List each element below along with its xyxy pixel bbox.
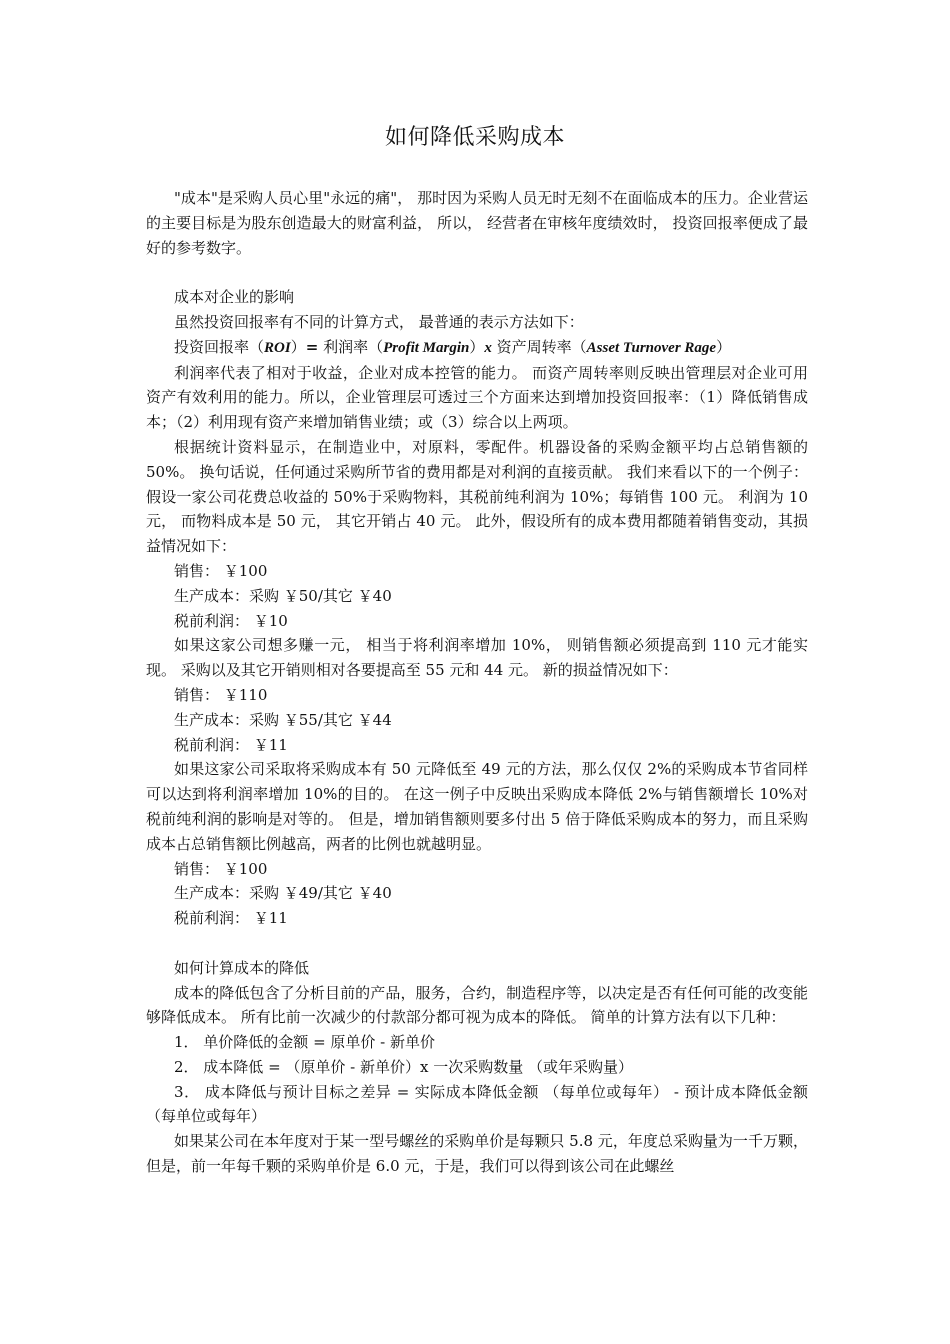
document-body [146,186,808,1179]
formula-item-2: 2． 成本降低 = （原单价 - 新单价）x 一次采购数量 （或年采购量） [174,1057,634,1076]
paragraph-screw-example: 如果某公司在本年度对于某一型号螺丝的采购单价是每颗只 5.8 元，年度总采购量为一千万颗， 但是，前一年每千颗的采购单价是 6.0 元，于是，我们可以得到该公司在此螺丝 [146,1132,808,1176]
section-heading-cost-impact: 成本对企业的影响 [174,288,295,307]
example-3-sales: 销售： ￥100 [174,859,268,878]
formula-item-1: 1． 单价降低的金额 = 原单价 - 新单价 [174,1033,436,1052]
example-3-pretax-profit: 税前利润： ￥11 [174,909,288,928]
formula-item-3: 3． 成本降低与预计目标之差异 = 实际成本降低金额 （每单位或每年） - 预计成本降低金额 （每单位或每年） [146,1082,808,1126]
paragraph-statistics: 根据统计资料显示，在制造业中，对原料，零配件。机器设备的采购金额平均占总销售额的 50%。 换句话说，任何通过采购所节省的费用都是对利润的直接贡献。 我们来看以下的一个例子：假设一家公司花费总收益的 50%于采购物料，其税前纯利润为 10%；每销售 100 元。 利润为 10 元， 而物料成本是 50 元， 其它开销占 40 元。 此外，假设所有的成本费用都随着销售变动，其损益情况如下： [146,437,808,556]
paragraph-increase-sales: 如果这家公司想多赚一元， 相当于将利润率增加 10%， 则销售额必须提高到 110 元才能实现。 采购以及其它开销则相对各要提高至 55 元和 44 元。 新的损益情况如下： [146,636,808,680]
example-2-production-cost: 生产成本：采购 ￥55/其它 ￥44 [174,710,392,729]
example-1-sales: 销售： ￥100 [174,561,268,580]
paragraph-intro: "成本"是采购人员心里"永远的痛"， 那时因为采购人员无时无刻不在面临成本的压力。企业营运的主要目标是为股东创造最大的财富利益， 所以， 经营者在审核年度绩效时， 投资回报率便成了最好的参考数字。 [146,189,808,257]
example-2-sales: 销售： ￥110 [174,685,268,704]
example-3-production-cost: 生产成本：采购 ￥49/其它 ￥40 [174,884,392,903]
paragraph-roi-methods: 虽然投资回报率有不同的计算方式， 最普通的表示方法如下： [174,312,584,331]
paragraph-reduce-cost: 如果这家公司采取将采购成本有 50 元降低至 49 元的方法，那么仅仅 2%的采购成本节省同样可以达到将利润率增加 10%的目的。 在这一例子中反映出采购成本降低 2%与销售额增长 10%对税前纯利润的影响是对等的。 但是，增加销售额则要多付出 5 倍于降低采购成本的努力，而且采购成本占总销售额比例越高，两者的比例也就越明显。 [146,760,808,853]
section-heading-cost-calculation: 如何计算成本的降低 [174,958,310,977]
example-2-pretax-profit: 税前利润： ￥11 [174,735,288,754]
example-1-pretax-profit: 税前利润： ￥10 [174,611,288,630]
page-title: 如何降低采购成本 [384,125,565,150]
paragraph-profit-margin: 利润率代表了相对于收益，企业对成本控管的能力。 而资产周转率则反映出管理层对企业可用资产有效利用的能力。所以，企业管理层可透过三个方面来达到增加投资回报率：（1）降低销售成本；（2）利用现有资产来增加销售业绩；或（3）综合以上两项。 [146,363,808,432]
example-1-production-cost: 生产成本：采购 ￥50/其它 ￥40 [174,586,392,605]
roi-formula: 投资回报率（ROI）= 利润率（Profit Margin）x 资产周转率（Asset Turnover Rage） [174,337,732,356]
paragraph-cost-reduction-definition: 成本的降低包含了分析目前的产品，服务，合约，制造程序等，以决定是否有任何可能的改变能够降低成本。 所有比前一次减少的付款部分都可视为成本的降低。 简单的计算方法有以下几种： [146,983,808,1027]
